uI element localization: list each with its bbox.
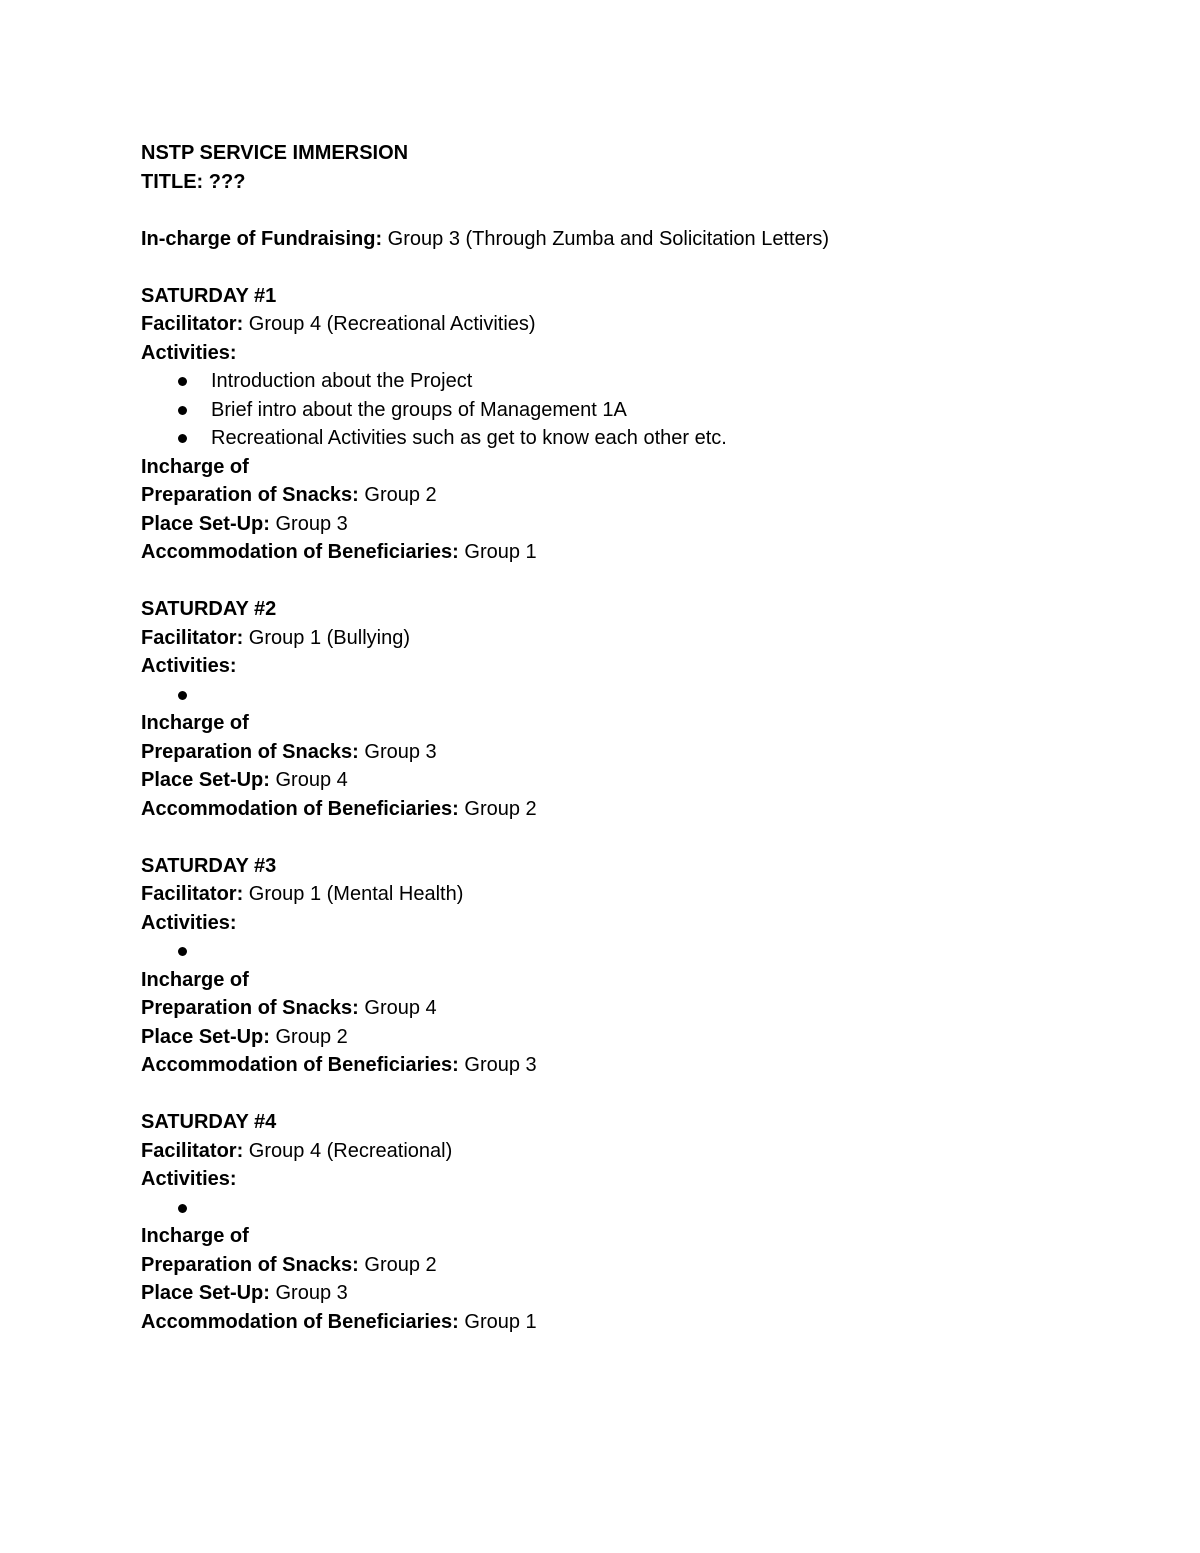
snacks-label: Preparation of Snacks: bbox=[141, 484, 359, 506]
saturday-heading: SATURDAY #1 bbox=[141, 284, 277, 307]
bullet-icon bbox=[178, 1204, 187, 1213]
spacer bbox=[141, 196, 1101, 225]
snacks-line bbox=[141, 481, 1101, 510]
activity-list-item bbox=[141, 367, 1101, 396]
accommodation-line bbox=[141, 795, 1101, 824]
snacks-value: Group 2 bbox=[358, 484, 437, 506]
facilitator-label: Facilitator: bbox=[141, 626, 244, 649]
activity-list-item bbox=[141, 1194, 1101, 1223]
accommodation-value: Group 1 bbox=[458, 1310, 537, 1333]
incharge-label: Incharge of bbox=[141, 455, 249, 478]
bullet-icon bbox=[178, 406, 187, 415]
document-subtitle: TITLE: ??? bbox=[141, 170, 246, 193]
saturday-heading: SATURDAY #3 bbox=[141, 854, 277, 877]
setup-value: Group 3 bbox=[269, 512, 348, 535]
fundraising-label: In-charge of Fundraising: bbox=[141, 227, 383, 250]
accommodation-line bbox=[141, 1308, 1101, 1337]
bullet-icon bbox=[178, 947, 187, 956]
activities-label: Activities: bbox=[141, 911, 237, 934]
snacks-value: Group 2 bbox=[358, 1253, 437, 1276]
facilitator-label: Facilitator: bbox=[141, 313, 244, 335]
setup-value: Group 4 bbox=[269, 769, 348, 791]
activity-text: Recreational Activities such as get to know each other etc. bbox=[211, 427, 727, 449]
saturday-section-2 bbox=[141, 595, 1101, 823]
snacks-value: Group 4 bbox=[358, 997, 437, 1019]
setup-label: Place Set-Up: bbox=[141, 512, 270, 535]
setup-label: Place Set-Up: bbox=[141, 769, 270, 791]
incharge-label: Incharge of bbox=[141, 1225, 249, 1247]
activity-list-item bbox=[141, 937, 1101, 966]
accommodation-label: Accommodation of Beneficiaries: bbox=[141, 797, 459, 820]
activity-list-item bbox=[141, 396, 1101, 425]
facilitator-line bbox=[141, 880, 1101, 909]
saturday-heading: SATURDAY #4 bbox=[141, 1111, 277, 1133]
accommodation-line bbox=[141, 538, 1101, 567]
facilitator-line bbox=[141, 310, 1101, 339]
bullet-icon bbox=[178, 691, 187, 700]
activity-text: Introduction about the Project bbox=[211, 370, 473, 392]
fundraising-value: Group 3 (Through Zumba and Solicitation Letters) bbox=[382, 227, 830, 250]
setup-line bbox=[141, 1279, 1101, 1308]
setup-label: Place Set-Up: bbox=[141, 1025, 270, 1048]
bullet-icon bbox=[178, 377, 187, 386]
incharge-label: Incharge of bbox=[141, 968, 249, 991]
accommodation-value: Group 3 bbox=[458, 1054, 537, 1076]
facilitator-value: Group 4 (Recreational) bbox=[243, 1139, 453, 1162]
activities-label: Activities: bbox=[141, 655, 237, 677]
facilitator-value: Group 1 (Mental Health) bbox=[243, 883, 464, 905]
snacks-label: Preparation of Snacks: bbox=[141, 997, 359, 1019]
accommodation-label: Accommodation of Beneficiaries: bbox=[141, 1054, 459, 1076]
document-title: NSTP SERVICE IMMERSION bbox=[141, 142, 409, 164]
snacks-label: Preparation of Snacks: bbox=[141, 1253, 359, 1276]
setup-line bbox=[141, 766, 1101, 795]
activity-list-item bbox=[141, 424, 1101, 453]
snacks-line bbox=[141, 994, 1101, 1023]
spacer bbox=[141, 823, 1101, 852]
setup-label: Place Set-Up: bbox=[141, 1282, 270, 1304]
accommodation-line bbox=[141, 1051, 1101, 1080]
setup-value: Group 3 bbox=[269, 1282, 348, 1304]
saturday-heading: SATURDAY #2 bbox=[141, 598, 277, 620]
document-page bbox=[141, 139, 1101, 1336]
facilitator-line bbox=[141, 1137, 1101, 1166]
accommodation-value: Group 2 bbox=[458, 797, 537, 820]
spacer bbox=[141, 1080, 1101, 1109]
fundraising-line bbox=[141, 225, 1101, 254]
activities-label: Activities: bbox=[141, 341, 237, 364]
activity-list-item bbox=[141, 681, 1101, 710]
facilitator-value: Group 4 (Recreational Activities) bbox=[243, 313, 536, 335]
saturday-section-1 bbox=[141, 282, 1101, 567]
activities-label: Activities: bbox=[141, 1168, 237, 1190]
setup-line bbox=[141, 1023, 1101, 1052]
spacer bbox=[141, 567, 1101, 596]
accommodation-label: Accommodation of Beneficiaries: bbox=[141, 541, 459, 563]
bullet-icon bbox=[178, 434, 187, 443]
setup-line bbox=[141, 510, 1101, 539]
saturday-section-3 bbox=[141, 852, 1101, 1080]
spacer bbox=[141, 253, 1101, 282]
facilitator-label: Facilitator: bbox=[141, 1139, 244, 1162]
activity-text: Brief intro about the groups of Management 1A bbox=[211, 398, 627, 421]
snacks-label: Preparation of Snacks: bbox=[141, 740, 359, 763]
snacks-value: Group 3 bbox=[358, 740, 437, 763]
incharge-label: Incharge of bbox=[141, 712, 249, 734]
accommodation-label: Accommodation of Beneficiaries: bbox=[141, 1310, 459, 1333]
saturday-section-4 bbox=[141, 1108, 1101, 1336]
accommodation-value: Group 1 bbox=[458, 541, 537, 563]
snacks-line bbox=[141, 1251, 1101, 1280]
setup-value: Group 2 bbox=[269, 1025, 348, 1048]
snacks-line bbox=[141, 738, 1101, 767]
facilitator-line bbox=[141, 624, 1101, 653]
facilitator-label: Facilitator: bbox=[141, 883, 244, 905]
facilitator-value: Group 1 (Bullying) bbox=[243, 626, 410, 649]
